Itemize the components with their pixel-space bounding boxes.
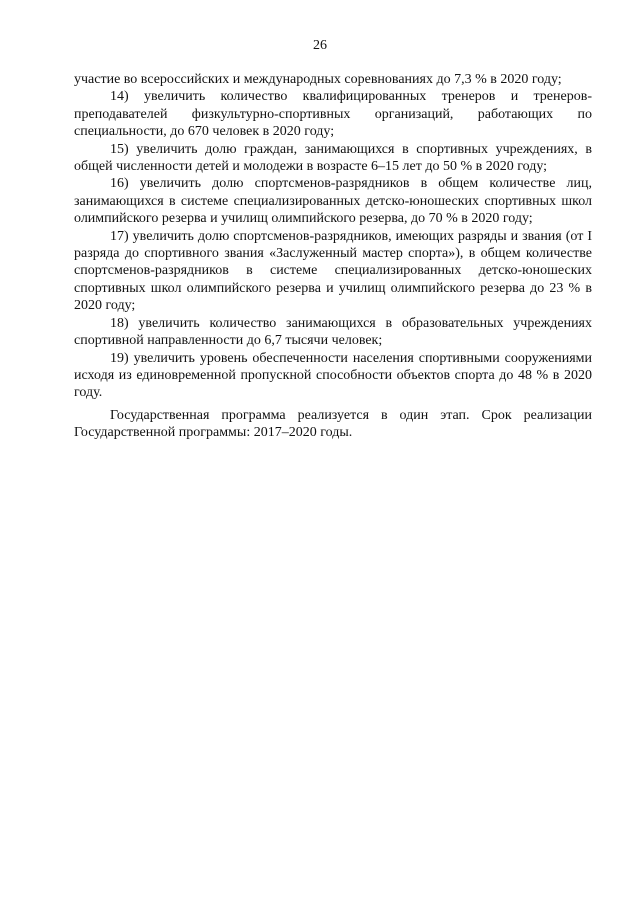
list-item-14: 14) увеличить количество квалифицированных тренеров и тренеров-преподавателей физкультурно-спортивных организаций, работающих по специальности, до 670 человек в 2020 году; (74, 89, 592, 140)
document-body (74, 71, 592, 442)
list-item-17: 17) увеличить долю спортсменов-разрядников, имеющих разряды и звания (от I разряда до спортивного звания «Заслуженный мастер спорта»), в общем количестве спортсменов-разрядников в системе специализированных детско-юношеских спортивных школ олимпийского резерва и училищ олимпийского резерва до 23 % в 2020 году; (74, 228, 592, 314)
list-item-16: 16) увеличить долю спортсменов-разрядников в общем количестве лиц, занимающихся в системе специализированных детско-юношеских спортивных школ олимпийского резерва и училищ олимпийского резерва, до 70 % в 2020 году; (74, 176, 592, 227)
paragraph-continuation: участие во всероссийских и международных соревнованиях до 7,3 % в 2020 году; (74, 72, 562, 87)
page-number: 26 (313, 38, 327, 53)
list-item-15: 15) увеличить долю граждан, занимающихся в спортивных учреждениях, в общей численности детей и молодежи в возрасте 6–15 лет до 50 % в 2020 году; (74, 141, 592, 175)
program-stage-paragraph: Государственная программа реализуется в один этап. Срок реализации Государственной программы: 2017–2020 годы. (74, 407, 592, 441)
list-item-19: 19) увеличить уровень обеспеченности населения спортивными сооружениями исходя из единовременной пропускной способности объектов спорта до 48 % в 2020 году. (74, 350, 592, 401)
list-item-18: 18) увеличить количество занимающихся в образовательных учреждениях спортивной направленности до 6,7 тысячи человек; (74, 315, 592, 349)
